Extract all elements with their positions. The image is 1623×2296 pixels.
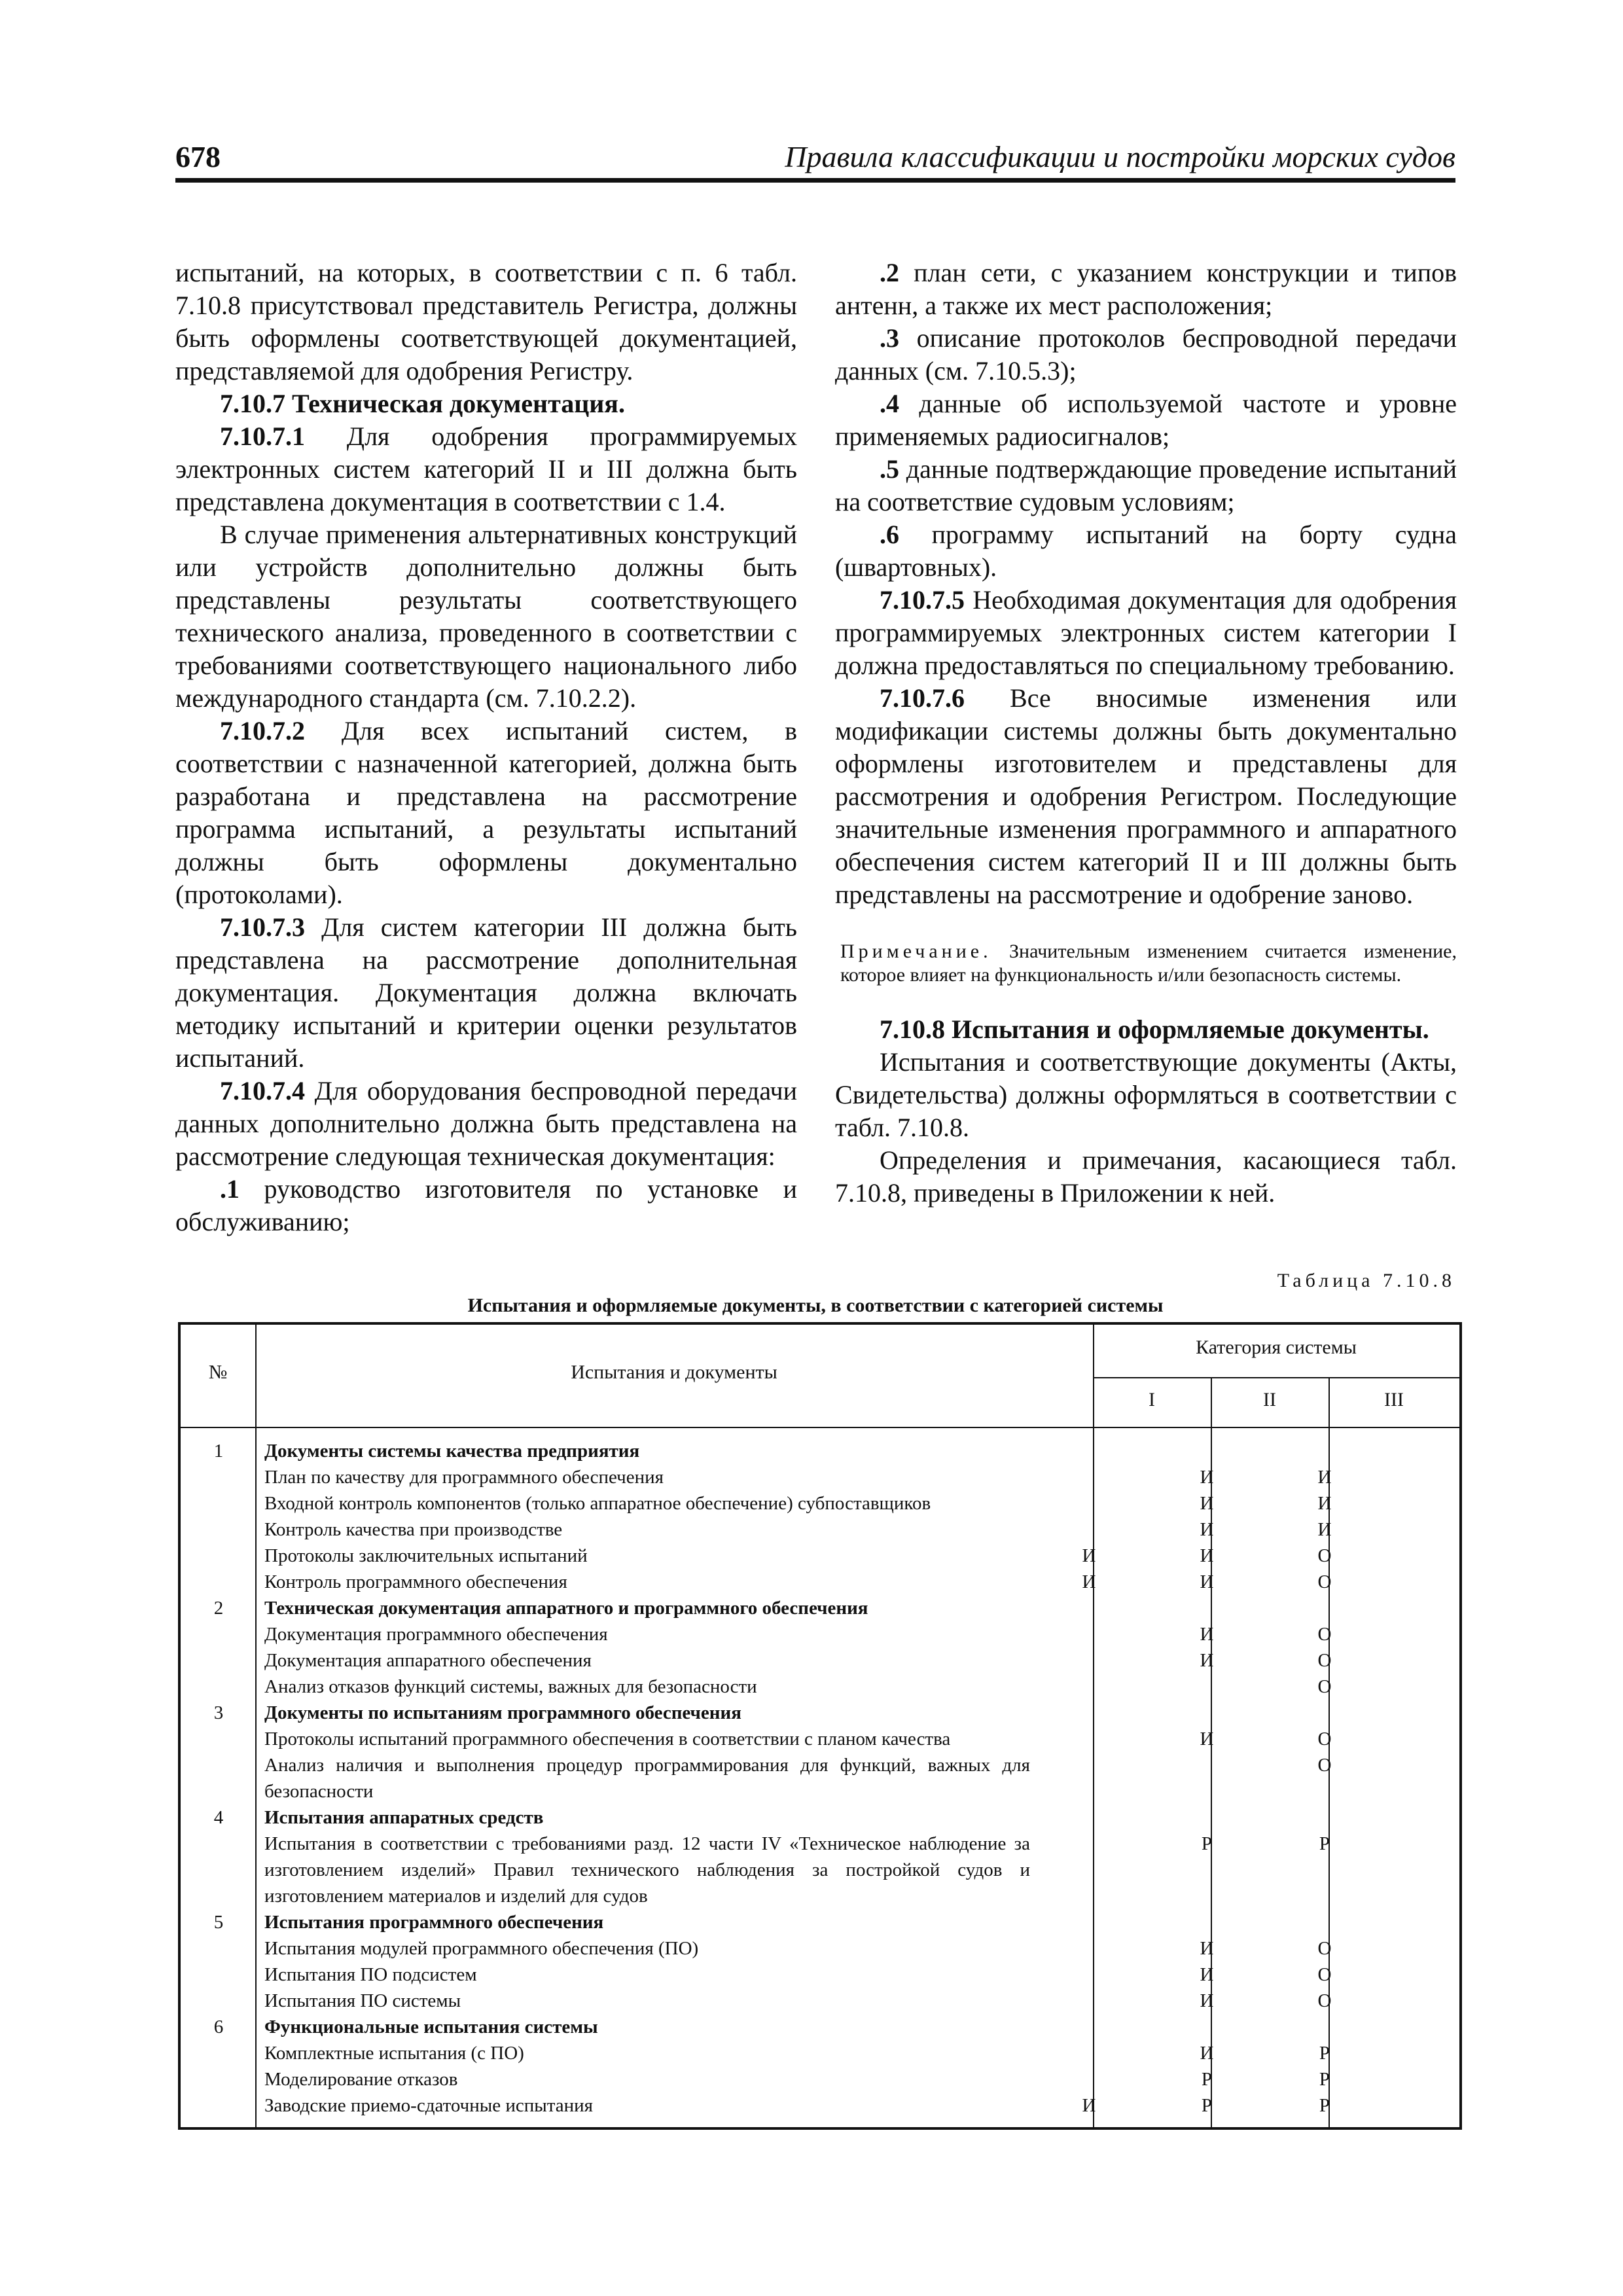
row-label: Испытания ПО системы (264, 1990, 461, 2011)
paragraph-text: руководство изготовителя по установке и обслуживанию; (175, 1174, 797, 1236)
cat-3-value: О (1317, 1650, 1332, 1671)
cat-3-value: О (1317, 1729, 1332, 1749)
table-divider (1093, 1377, 1459, 1378)
row-label: Функциональные испытания системы (264, 2017, 598, 2037)
cat-3-value (1266, 1438, 1383, 1464)
paragraph (175, 387, 797, 420)
row-number (181, 1726, 257, 1752)
paragraph-text: Для систем категории III должна быть представлена на рассмотрение дополнительная документация. Документация должна включать методику испытаний и критерии оценки результатов испытаний. (175, 912, 797, 1073)
clause-number: 7.10.7.3 (220, 912, 305, 942)
row-number (181, 1569, 257, 1595)
clause-number: 7.10.7.4 (220, 1076, 305, 1105)
cat-3-value: И (1317, 1493, 1332, 1514)
clause-number: .4 (880, 389, 899, 418)
cat-2-value: И (1200, 1650, 1214, 1671)
cat-1-value (1030, 2040, 1148, 2066)
paragraph-text: описание протоколов беспроводной передачи данных (см. 7.10.5.3); (835, 323, 1457, 386)
table-row (181, 1464, 1459, 1490)
cat-3-value: О (1317, 1571, 1332, 1592)
paragraph (835, 518, 1457, 584)
row-label: Протоколы заключительных испытаний (264, 1545, 588, 1566)
cat-3-value (1266, 1700, 1383, 1726)
note-text: Значительным изменением считается изменение, которое влияет на функциональность и/или безопасность системы. (840, 941, 1457, 986)
cat-2-value (1148, 1438, 1266, 1464)
row-number (181, 1831, 257, 1909)
clause-number: .6 (880, 520, 899, 549)
cat-1-value (1030, 1647, 1148, 1674)
table-row (181, 1752, 1459, 1804)
row-number (181, 1543, 257, 1569)
table-row (181, 1674, 1459, 1700)
row-label: Протоколы испытаний программного обеспечения в соответствии с планом качества (264, 1729, 951, 1749)
table-section-row (181, 1595, 1459, 1621)
col-header-tests: Испытания и документы (571, 1361, 777, 1383)
cat-1-value (1030, 1700, 1148, 1726)
clause-number: 7.10.7.6 (880, 683, 965, 713)
row-label: Контроль программного обеспечения (264, 1571, 567, 1592)
table-row (181, 2066, 1459, 2092)
row-label: Документы системы качества предприятия (264, 1441, 640, 1462)
paragraph-text: Испытания и соответствующие документы (Акты, Свидетельства) должны оформляться в соответствии с табл. 7.10.8. (835, 1047, 1457, 1142)
clause-number: .1 (220, 1174, 240, 1204)
cat-2-value: И (1200, 1571, 1214, 1592)
cat-1-value (1030, 1962, 1148, 1988)
table-section-row (181, 1700, 1459, 1726)
cat-2-value: И (1200, 1467, 1214, 1488)
paragraph (835, 584, 1457, 682)
row-label: Анализ отказов функций системы, важных для безопасности (264, 1676, 757, 1697)
row-label: Входной контроль компонентов (только аппаратное обеспечение) субпоставщиков (264, 1493, 931, 1514)
row-number (181, 1490, 257, 1516)
cat-2-value (1148, 1700, 1266, 1726)
table-row (181, 1988, 1459, 2014)
col-header-cat-3: III (1384, 1389, 1404, 1410)
cat-1-value (1030, 2066, 1148, 2092)
requirements-table (178, 1322, 1462, 2130)
clause-number: .3 (880, 323, 899, 353)
table-divider (181, 1427, 1459, 1428)
table-row (181, 1962, 1459, 1988)
cat-1-value (1030, 1621, 1148, 1647)
cat-2-value: И (1200, 1990, 1214, 2011)
cat-3-value (1266, 2014, 1383, 2040)
row-number: 3 (213, 1702, 224, 1723)
cat-1-value (1030, 1516, 1148, 1543)
left-column (175, 257, 797, 1238)
row-label: Испытания в соответствии с требованиями разд. 12 части IV «Техническое наблюдение за изготовлением изделий» Правил технического наблюдения за постройкой судов и изготовлением материалов и изделий для судов (264, 1833, 1030, 1907)
cat-3-value: И (1317, 1467, 1332, 1488)
row-number (181, 2092, 257, 2119)
cat-1-value (1030, 1438, 1148, 1464)
cat-2-value (1148, 2014, 1266, 2040)
paragraph-text: план сети, с указанием конструкции и типов антенн, а также их мест расположения; (835, 258, 1457, 320)
table-title: Испытания и оформляемые документы, в соответствии с категорией системы (467, 1295, 1164, 1316)
cat-2-value: Р (1201, 2095, 1213, 2116)
paragraph-text: данные подтверждающие проведение испытаний на соответствие судовым условиям; (835, 454, 1457, 516)
table-row (181, 1621, 1459, 1647)
row-number (181, 2040, 257, 2066)
table-section-row (181, 1909, 1459, 1935)
cat-1-value (1030, 1804, 1148, 1831)
row-number (181, 1962, 257, 1988)
cat-1-value (1030, 1726, 1148, 1752)
paragraph (175, 257, 797, 387)
cat-1-value (1030, 1464, 1148, 1490)
table-section-row (181, 1804, 1459, 1831)
paragraph-text: испытаний, на которых, в соответствии с п. 6 табл. 7.10.8 присутствовал представитель Регистра, должны быть оформлены соответствующей документацией, представляемой для одобрения Регистру. (175, 258, 797, 386)
cat-2-value: Р (1201, 2069, 1213, 2090)
col-header-num: № (208, 1361, 228, 1383)
table-row (181, 2040, 1459, 2066)
note (835, 940, 1457, 987)
cat-2-value (1148, 1909, 1266, 1935)
paragraph (175, 1075, 797, 1173)
row-number (181, 1516, 257, 1543)
note-label: Примечание. (840, 941, 992, 962)
paragraph-text: Для всех испытаний систем, в соответствии с назначенной категорией, должна быть разработана и представлена на рассмотрение программа испытаний, а результаты испытаний должны быть оформлены документально (протоколами). (175, 716, 797, 909)
running-title: Правила классификации и постройки морских судов (785, 140, 1455, 173)
paragraph-text: Необходимая документация для одобрения программируемых электронных систем категории I должна предоставляться по специальному требованию. (835, 585, 1457, 680)
table-row (181, 1935, 1459, 1962)
paragraph (175, 420, 797, 518)
cat-2-value: И (1200, 2043, 1214, 2064)
paragraph (835, 322, 1457, 387)
right-column-top (835, 257, 1457, 911)
cat-3-value: Р (1319, 2095, 1330, 2116)
row-label: Заводские приемо-сдаточные испытания (264, 2095, 594, 2116)
paragraph (835, 453, 1457, 518)
right-column (835, 257, 1457, 1210)
table-row (181, 1516, 1459, 1543)
cat-2-value (1148, 1752, 1266, 1804)
row-label: Испытания программного обеспечения (264, 1912, 604, 1933)
cat-2-value (1148, 1804, 1266, 1831)
table-label: Таблица 7.10.8 (1277, 1270, 1455, 1291)
paragraph-text: Все вносимые изменения или модификации системы должны быть документально оформлены изготовителем и представлены для рассмотрения и одобрения Регистром. Последующие значительные изменения программного и аппаратного обеспечения систем категорий II и III должны быть представлены на рассмотрение и одобрение заново. (835, 683, 1457, 909)
clause-number: 7.10.7.2 (220, 716, 305, 745)
cat-3-value: О (1317, 1676, 1332, 1697)
col-header-cat-1: I (1149, 1389, 1155, 1410)
paragraph (175, 715, 797, 911)
table-section-row (181, 2014, 1459, 2040)
table-section-row (181, 1438, 1459, 1464)
cat-1-value: И (1082, 1545, 1096, 1566)
row-label: Документы по испытаниям программного обеспечения (264, 1702, 741, 1723)
cat-1-value: И (1082, 1571, 1096, 1592)
table-row (181, 1569, 1459, 1595)
row-label: Моделирование отказов (264, 2069, 458, 2090)
cat-2-value: И (1200, 1493, 1214, 1514)
row-label: Контроль качества при производстве (264, 1519, 563, 1540)
cat-2-value (1148, 1595, 1266, 1621)
row-number: 1 (213, 1441, 224, 1462)
row-label: Испытания модулей программного обеспечения (ПО) (264, 1938, 699, 1959)
cat-2-value: И (1200, 1624, 1214, 1645)
paragraph (175, 518, 797, 715)
cat-1-value (1030, 2014, 1148, 2040)
clause-number: 7.10.8 Испытания и оформляемые документы. (880, 1014, 1429, 1044)
paragraph (835, 387, 1457, 453)
cat-1-value (1030, 1752, 1148, 1804)
row-number (181, 2066, 257, 2092)
table-row (181, 2092, 1459, 2119)
row-label: План по качеству для программного обеспечения (264, 1467, 664, 1488)
row-label: Документация аппаратного обеспечения (264, 1650, 592, 1671)
table-row (181, 1831, 1459, 1909)
row-number (181, 1674, 257, 1700)
cat-1-value (1030, 1595, 1148, 1621)
table-row (181, 1726, 1459, 1752)
row-label: Документация программного обеспечения (264, 1624, 608, 1645)
cat-1-value: И (1082, 2095, 1096, 2116)
cat-1-value (1030, 1490, 1148, 1516)
cat-2-value: И (1200, 1729, 1214, 1749)
paragraph (835, 682, 1457, 911)
paragraph-text: программу испытаний на борту судна (швартовных). (835, 520, 1457, 582)
cat-2-value: И (1200, 1545, 1214, 1566)
cat-3-value: О (1317, 1545, 1332, 1566)
paragraph (835, 1046, 1457, 1144)
cat-3-value: Р (1319, 1833, 1330, 1854)
cat-3-value: О (1317, 1755, 1332, 1776)
cat-2-value: И (1200, 1519, 1214, 1540)
clause-number: 7.10.7.5 (880, 585, 965, 615)
row-number: 5 (213, 1912, 224, 1933)
row-number: 6 (213, 2017, 224, 2037)
row-number (181, 1988, 257, 2014)
paragraph-text: данные об используемой частоте и уровне применяемых радиосигналов; (835, 389, 1457, 451)
row-number: 4 (213, 1807, 224, 1828)
paragraph (835, 257, 1457, 322)
paragraph-text: В случае применения альтернативных конструкций или устройств дополнительно должны быть представлены результаты соответствующего технического анализа, проведенного в соответствии с требованиями соответствующего национального либо международного стандарта (см. 7.10.2.2). (175, 520, 797, 713)
cat-3-value (1266, 1909, 1383, 1935)
col-header-cat-2: II (1263, 1389, 1276, 1410)
cat-1-value (1030, 1935, 1148, 1962)
row-label: Анализ наличия и выполнения процедур программирования для функций, важных для безопасности (264, 1755, 1030, 1802)
cat-3-value: О (1317, 1964, 1332, 1985)
page-number: 678 (175, 140, 221, 173)
cat-3-value (1266, 1804, 1383, 1831)
table-row (181, 1490, 1459, 1516)
cat-2-value: И (1200, 1938, 1214, 1959)
table-row (181, 1543, 1459, 1569)
cat-3-value: О (1317, 1990, 1332, 2011)
clause-number: .2 (880, 258, 899, 287)
table-body (181, 1438, 1459, 2119)
cat-1-value (1030, 1674, 1148, 1700)
clause-number: 7.10.7 Техническая документация. (220, 389, 625, 418)
paragraph-text: Определения и примечания, касающиеся табл. 7.10.8, приведены в Приложении к ней. (835, 1145, 1457, 1208)
cat-3-value: Р (1319, 2069, 1330, 2090)
cat-1-value (1030, 1831, 1148, 1909)
row-label: Техническая документация аппаратного и программного обеспечения (264, 1598, 868, 1619)
row-number (181, 1647, 257, 1674)
table-row (181, 1647, 1459, 1674)
cat-3-value: Р (1319, 2043, 1330, 2064)
clause-number: 7.10.7.1 (220, 422, 305, 451)
row-number (181, 1464, 257, 1490)
cat-1-value (1030, 1988, 1148, 2014)
row-label: Испытания аппаратных средств (264, 1807, 544, 1828)
row-label: Испытания ПО подсистем (264, 1964, 477, 1985)
cat-2-value: Р (1201, 1833, 1213, 1854)
row-label: Комплектные испытания (с ПО) (264, 2043, 524, 2064)
row-number (181, 1752, 257, 1804)
row-number (181, 1935, 257, 1962)
paragraph (835, 1144, 1457, 1210)
cat-3-value: О (1317, 1624, 1332, 1645)
cat-2-value (1148, 1674, 1266, 1700)
cat-3-value: И (1317, 1519, 1332, 1540)
paragraph-text: Для одобрения программируемых электронных систем категорий II и III должна быть представлена документация в соответствии с 1.4. (175, 422, 797, 516)
cat-3-value: О (1317, 1938, 1332, 1959)
col-header-category: Категория системы (1196, 1336, 1357, 1358)
paragraph (175, 1173, 797, 1238)
right-column-bottom (835, 1013, 1457, 1210)
paragraph (175, 911, 797, 1075)
paragraph-text: Для оборудования беспроводной передачи данных дополнительно должна быть представлена на рассмотрение следующая техническая документация: (175, 1076, 797, 1171)
row-number (181, 1621, 257, 1647)
cat-2-value: И (1200, 1964, 1214, 1985)
cat-1-value (1030, 1909, 1148, 1935)
cat-3-value (1266, 1595, 1383, 1621)
row-number: 2 (213, 1598, 224, 1619)
clause-number: .5 (880, 454, 899, 484)
paragraph (835, 1013, 1457, 1046)
page-header (175, 136, 1455, 183)
